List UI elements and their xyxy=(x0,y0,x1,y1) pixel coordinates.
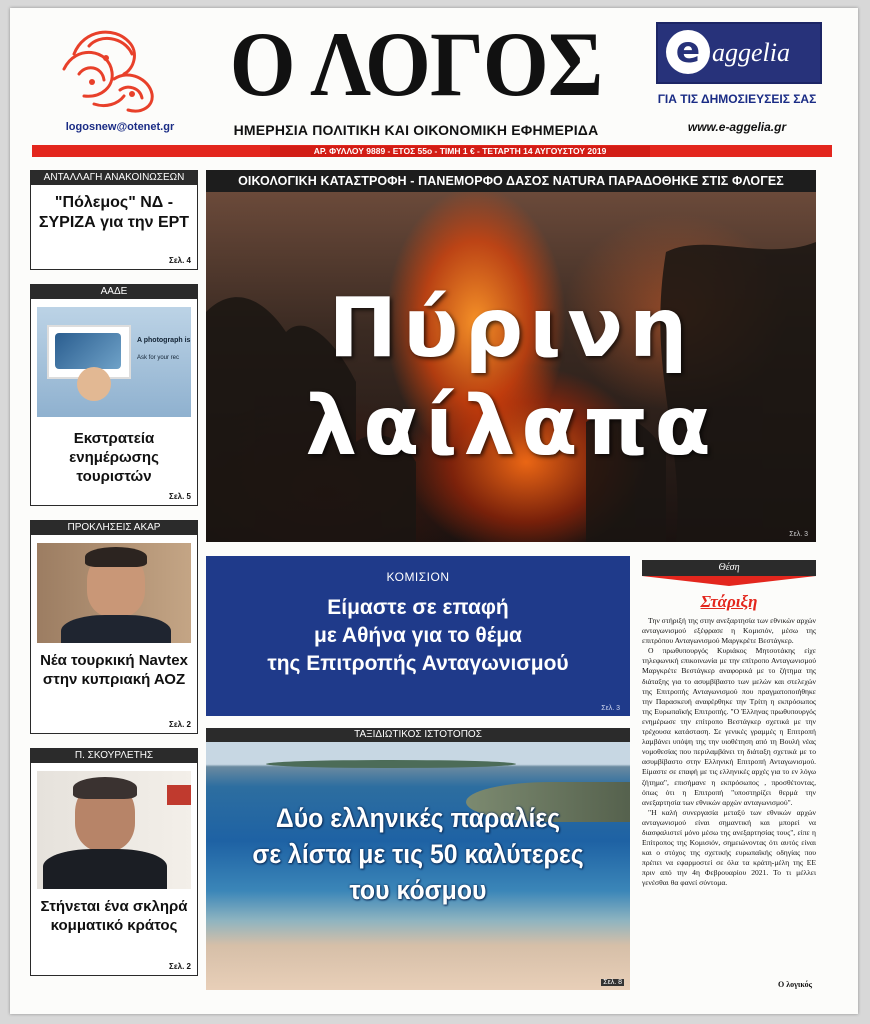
sidebar-story-aade[interactable] xyxy=(30,284,198,506)
beach-story-photo[interactable] xyxy=(206,742,630,990)
contact-email[interactable]: logosnew@otenet.gr xyxy=(65,121,175,133)
sidebar-story-header: ΠΡΟΚΛΗΣΕΙΣ ΑΚΑΡ xyxy=(31,521,197,535)
hair-shape xyxy=(85,547,147,567)
sidebar-story-headline: "Πόλεμος" ΝΔ - ΣΥΡΙΖΑ για την ΕΡΤ xyxy=(38,194,190,231)
e-aggelia-slogan: ΓΙΑ ΤΙΣ ΔΗΜΟΣΙΕΥΣΕΙΣ ΣΑΣ xyxy=(657,92,817,106)
commission-kicker: ΚΟΜΙΣΙΟΝ xyxy=(386,570,450,584)
page-reference: Σελ. 5 xyxy=(169,492,191,501)
commission-headline-line3: της Επιτροπής Ανταγωνισμού xyxy=(267,652,569,675)
opinion-title: Στάριξη xyxy=(700,592,758,611)
beach-story-kicker: ΤΑΞΙΔΙΩΤΙΚΟΣ ΙΣΤΟΤΟΠΟΣ xyxy=(206,728,630,742)
hand-shape xyxy=(77,367,111,401)
beach-headline-line2: σε λίστα με τις 50 καλύτερες xyxy=(252,839,584,869)
suit-shape xyxy=(61,615,171,643)
opinion-body xyxy=(642,616,816,889)
hair-shape xyxy=(73,777,137,799)
opinion-label-triangle xyxy=(642,576,816,586)
issue-info: ΑΡ. ΦΥΛΛΟΥ 9889 - ΕΤΟΣ 55ο - ΤΙΜΗ 1 € - ΤΕΤΑΡΤΗ 14 ΑΥΓΟΥΣΤΟΥ 2019 xyxy=(270,146,650,157)
background-sign xyxy=(167,785,191,805)
sidebar-story-skourletis[interactable] xyxy=(30,748,198,976)
e-aggelia-ad-logo[interactable] xyxy=(656,22,822,84)
opinion-label: Θέση xyxy=(642,560,816,576)
page-reference: Σελ. 3 xyxy=(601,705,620,712)
lead-story-fire-photo[interactable] xyxy=(206,192,816,542)
opinion-paragraph: Ο πρωθυπουργός Κυριάκος Μητσοτάκης είχε τηλεφωνική επικοινωνία με την επίτροπο Ανταγωνισμού Μαργκρέτε Βεστάγκερ αναφορικά με το ζήτημα της διάταξης για το ασυμβίβαστο των μελών και στελεχών της Επιτροπής Ανταγωνισμού που πραγματοποιήθηκε την Παρασκευή αναφέρθηκε την Τρίτη η εκπρόσωπος της Ευρωπαϊκής Επιτροπής. "Ο Έλληνας πρωθυπουργός ενημέρωσε την επίτροπο Βεστάγκερ σχετικά με την τρέχουσα κατάσταση. Σε γενικές γραμμές η Επιτροπή λαμβάνει υπόψη της την υιοθέτηση από τη Βουλή νέας νομοθεσίας που περιλαμβάνει τη διάταξη σχετικά με το ασυμβίβαστο στην Ελληνική Επιτροπή Ανταγωνισμού. Είμαστε σε επαφή με τις ελληνικές αρχές για το εν λόγω ζήτημα", επισήμανε η εκπρόσωπος , προσθέτοντας, όπως ότι η Επιτροπή "υποστηρίζει θερμά την ανεξαρτησία των εθνικών αρχών ανταγωνισμού". xyxy=(642,646,816,807)
e-aggelia-wordmark: aggelia xyxy=(712,38,790,67)
newspaper-front-page xyxy=(10,8,858,1014)
e-aggelia-letter: e xyxy=(666,30,710,74)
lead-headline-line2: λαίλαπα xyxy=(305,379,717,474)
lead-headline-line1: Πύρινη xyxy=(328,281,694,376)
page-reference: Σελ. 2 xyxy=(169,720,191,729)
commission-story[interactable] xyxy=(206,556,630,716)
image-caption-2: Ask for your rec xyxy=(137,355,180,361)
sidebar-story-headline: Νέα τουρκική Navtex στην κυπριακή ΑΟΖ xyxy=(40,652,188,688)
commission-headline-line2: με Αθήνα για το θέμα xyxy=(314,624,522,647)
suit-shape xyxy=(43,849,167,889)
sidebar-story-headline: Στήνεται ένα σκληρά κομματικό κράτος xyxy=(40,898,188,934)
portrait-photo xyxy=(37,771,191,889)
logo-faces-icon xyxy=(54,24,166,116)
e-aggelia-url[interactable]: www.e-aggelia.gr xyxy=(687,120,787,134)
page-reference: Σελ. 4 xyxy=(169,256,191,265)
page-reference: Σελ. 3 xyxy=(789,531,808,538)
beach-headline-line1: Δύο ελληνικές παραλίες xyxy=(275,803,561,833)
tourist-campaign-photo xyxy=(37,307,191,417)
opinion-signature: Ο λογικός xyxy=(778,980,812,989)
commission-headline-line1: Είμαστε σε επαφή xyxy=(327,596,509,619)
sidebar-story-header: ΑΑΔΕ xyxy=(31,285,197,299)
sidebar-story-ert[interactable] xyxy=(30,170,198,270)
distant-island xyxy=(266,760,516,768)
portrait-photo xyxy=(37,543,191,643)
opinion-paragraph: "Η καλή συνεργασία μεταξύ των εθνικών αρχών ανταγωνισμού είναι σημαντική και μπορεί να διασφαλιστεί μόνο μέσω της ανεξαρτησίας τους", είπε η Επίτροπος της Κομισιόν, σημειώνοντας ότι αυτός είναι και ο στόχος της σχετικής ευρωπαϊκής οδηγίας που πρέπει να εφαρμοστεί σε όλα τα κράτη-μέλη της ΕΕ πριν από την 4η Φεβρουαρίου 2021. Το τι μέλλει γενέσθαι θα φανεί σύντομα. xyxy=(642,807,816,888)
photo-inner xyxy=(55,333,121,369)
newspaper-title: Ο ΛΟΓΟΣ xyxy=(229,13,603,115)
sidebar-story-header: Π. ΣΚΟΥΡΛΕΤΗΣ xyxy=(31,749,197,763)
newspaper-subtitle: ΗΜΕΡΗΣΙΑ ΠΟΛΙΤΙΚΗ ΚΑΙ ΟΙΚΟΝΟΜΙΚΗ ΕΦΗΜΕΡΙΔΑ xyxy=(233,122,599,138)
page-reference: Σελ. 2 xyxy=(169,962,191,971)
image-caption-1: A photograph is xyxy=(137,337,191,344)
sidebar-story-header: ΑΝΤΑΛΛΑΓΗ ΑΝΑΚΟΙΝΩΣΕΩΝ xyxy=(31,171,197,185)
sidebar-story-headline: Εκστρατεία ενημέρωσης τουριστών xyxy=(69,430,159,485)
opinion-paragraph: Την στήριξή της στην ανεξαρτησία των εθνικών αρχών ανταγωνισμού εξέφρασε η Κομισιόν, μέσω της επιτρόπου Ανταγωνισμού Μαργκρέτε Βεστάγκερ. xyxy=(642,616,816,646)
lead-story-kicker: ΟΙΚΟΛΟΓΙΚΗ ΚΑΤΑΣΤΡΟΦΗ - ΠΑΝΕΜΟΡΦΟ ΔΑΣΟΣ NATURA ΠΑΡΑΔΟΘΗΚΕ ΣΤΙΣ ΦΛΟΓΕΣ xyxy=(206,170,816,192)
page-reference: Σελ. 8 xyxy=(603,979,622,986)
sidebar-story-navtex[interactable] xyxy=(30,520,198,734)
beach-headline-line3: του κόσμου xyxy=(349,875,487,905)
